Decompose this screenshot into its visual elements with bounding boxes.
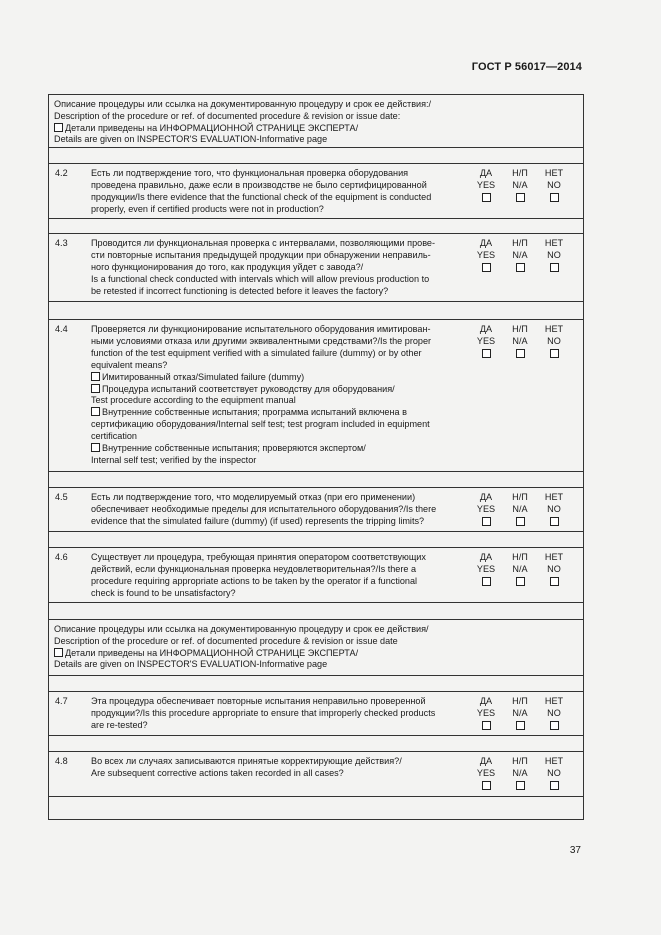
standard-number-header: ГОСТ Р 56017—2014	[471, 61, 582, 73]
description-block	[49, 620, 583, 676]
no-ru-label: НЕТ	[544, 168, 564, 178]
option-checkbox[interactable]	[91, 384, 100, 393]
question-number: 4.4	[55, 324, 68, 334]
no-en-label: NO	[547, 179, 561, 190]
question-line: are re-tested?	[91, 719, 148, 730]
question-line: продукции?/Is this procedure appropriate to ensure that improperly checked products	[91, 707, 436, 718]
question-row-4-8	[49, 752, 583, 797]
spacer-row	[49, 148, 583, 164]
yes-en-label: YES	[476, 503, 496, 514]
na-checkbox[interactable]	[516, 193, 525, 202]
checklist-table	[48, 94, 584, 820]
description-ru-line: Описание процедуры или ссылка на документированную процедуру и срок ее действия/	[54, 624, 429, 634]
question-number: 4.2	[55, 168, 68, 178]
yes-ru-label: ДА	[479, 324, 493, 334]
na-checkbox[interactable]	[516, 349, 525, 358]
na-ru-label: Н/П	[512, 238, 528, 248]
no-ru-label: НЕТ	[544, 696, 564, 706]
spacer-row	[49, 736, 583, 752]
question-line: check is found to be unsatisfactory?	[91, 587, 236, 598]
na-checkbox[interactable]	[516, 263, 525, 272]
question-line: Существует ли процедура, требующая принятия оператором соответствующих	[91, 552, 426, 562]
description-en-line: Description of the procedure or ref. of documented procedure & revision or issue date	[54, 635, 398, 646]
question-line: Are subsequent corrective actions taken recorded in all cases?	[91, 767, 344, 778]
yes-en-label: YES	[476, 563, 496, 574]
spacer-row	[49, 532, 583, 548]
no-en-label: NO	[547, 767, 561, 778]
na-en-label: N/A	[512, 335, 528, 346]
spacer-row	[49, 219, 583, 234]
question-line: Is a functional check conducted with intervals which will allow previous production to	[91, 273, 430, 284]
no-en-label: NO	[547, 563, 561, 574]
question-line: function of the test equipment verified with a simulated failure (dummy) or by other	[91, 347, 422, 358]
question-row-4-5	[49, 488, 583, 532]
question-text	[87, 164, 469, 218]
question-line: проведена правильно, даже если в производстве не было сертифицированной	[91, 179, 427, 190]
na-ru-label: Н/П	[512, 552, 528, 562]
description-ru-line: Описание процедуры или ссылка на документированную процедуру и срок ее действия:/	[54, 99, 432, 109]
question-line: Эта процедура обеспечивает повторные испытания неправильно проверенной	[91, 696, 426, 706]
question-line: Проверяется ли функционирование испытательного оборудования имитирован-	[91, 324, 431, 334]
details-en-line: Details are given on INSPECTOR'S EVALUATION-Informative page	[54, 659, 328, 670]
yes-en-label: YES	[476, 249, 496, 260]
no-checkbox[interactable]	[550, 577, 559, 586]
question-row-4-2	[49, 164, 583, 219]
yes-checkbox[interactable]	[482, 781, 491, 790]
no-ru-label: НЕТ	[544, 756, 564, 766]
yes-ru-label: ДА	[479, 238, 493, 248]
no-ru-label: НЕТ	[544, 492, 564, 502]
question-text	[87, 320, 469, 471]
answer-group	[469, 488, 571, 531]
answer-group	[469, 320, 571, 471]
question-row-4-3	[49, 234, 583, 302]
yes-checkbox[interactable]	[482, 577, 491, 586]
option-label: Процедура испытаний соответствует руководству для оборудования/	[102, 383, 395, 394]
na-checkbox[interactable]	[516, 577, 525, 586]
na-ru-label: Н/П	[512, 492, 528, 502]
description-block	[49, 95, 583, 148]
na-en-label: N/A	[512, 503, 528, 514]
yes-ru-label: ДА	[479, 756, 493, 766]
spacer-row	[49, 676, 583, 692]
question-line: действий, если функциональная проверка неудовлетворительная?/Is there a	[91, 563, 417, 574]
option-label: Имитированный отказ/Simulated failure (dummy)	[102, 371, 305, 382]
question-line: продукции/Is there evidence that the functional check of the equipment is conducted	[91, 191, 432, 202]
option-checkbox[interactable]	[91, 372, 100, 381]
na-en-label: N/A	[512, 563, 528, 574]
question-line: Есть ли подтверждение того, что функциональная проверка оборудования	[91, 168, 409, 178]
option-label: Внутренние собственные испытания; проверяются экспертом/	[102, 443, 366, 454]
spacer-row	[49, 302, 583, 320]
no-checkbox[interactable]	[550, 193, 559, 202]
question-number: 4.8	[55, 756, 68, 766]
answer-group	[469, 548, 571, 602]
question-number: 4.5	[55, 492, 68, 502]
question-text	[87, 692, 469, 735]
question-line: Во всех ли случаях записываются принятые корректирующие действия?/	[91, 756, 402, 766]
na-checkbox[interactable]	[516, 517, 525, 526]
question-text	[87, 548, 469, 602]
na-en-label: N/A	[512, 249, 528, 260]
question-text	[87, 752, 469, 796]
no-en-label: NO	[547, 249, 561, 260]
details-ru-line: Детали приведены на ИНФОРМАЦИОННОЙ СТРАНИЦЕ ЭКСПЕРТА/	[65, 647, 359, 658]
question-line: evidence that the simulated failure (dummy) (if used) represents the tripping limits?	[91, 515, 425, 526]
yes-checkbox[interactable]	[482, 193, 491, 202]
question-number: 4.7	[55, 696, 68, 706]
yes-checkbox[interactable]	[482, 517, 491, 526]
na-ru-label: Н/П	[512, 696, 528, 706]
option-label: Test procedure according to the equipment manual	[91, 395, 296, 406]
answer-group	[469, 692, 571, 735]
option-label: сертификацию оборудования/Internal self test; test program included in equipment	[91, 419, 430, 430]
question-line: procedure requiring appropriate actions to be taken by the operator if a functional	[91, 575, 418, 586]
description-en-line: Description of the procedure or ref. of documented procedure & revision or issue date:	[54, 110, 401, 121]
yes-ru-label: ДА	[479, 492, 493, 502]
na-en-label: N/A	[512, 707, 528, 718]
question-line: properly, even if certified products were not in production?	[91, 203, 324, 214]
option-checkbox[interactable]	[91, 443, 100, 452]
question-row-4-7	[49, 692, 583, 736]
yes-checkbox[interactable]	[482, 263, 491, 272]
question-row-4-6	[49, 548, 583, 603]
question-line: обеспечивает необходимые пределы для испытательного оборудования?/Is there	[91, 503, 437, 514]
na-en-label: N/A	[512, 179, 528, 190]
na-checkbox[interactable]	[516, 721, 525, 730]
details-ru-line: Детали приведены на ИНФОРМАЦИОННОЙ СТРАНИЦЕ ЭКСПЕРТА/	[65, 122, 359, 133]
na-ru-label: Н/П	[512, 756, 528, 766]
details-checkbox[interactable]	[54, 123, 63, 132]
no-checkbox[interactable]	[550, 349, 559, 358]
option-label: certification	[91, 431, 137, 442]
details-checkbox[interactable]	[54, 648, 63, 657]
question-text	[87, 234, 469, 301]
no-checkbox[interactable]	[550, 263, 559, 272]
na-ru-label: Н/П	[512, 324, 528, 334]
yes-checkbox[interactable]	[482, 349, 491, 358]
na-checkbox[interactable]	[516, 781, 525, 790]
details-en-line: Details are given on INSPECTOR'S EVALUATION-Informative page	[54, 134, 328, 145]
no-checkbox[interactable]	[550, 781, 559, 790]
no-ru-label: НЕТ	[544, 552, 564, 562]
yes-checkbox[interactable]	[482, 721, 491, 730]
yes-ru-label: ДА	[479, 168, 493, 178]
question-text	[87, 488, 469, 531]
question-line: сти повторные испытания предыдущей продукции при обнаружении неправиль-	[91, 249, 431, 260]
spacer-row	[49, 472, 583, 488]
question-line: be retested if incorrect functioning is detected before it leaves the factory?	[91, 285, 389, 296]
yes-en-label: YES	[476, 707, 496, 718]
yes-ru-label: ДА	[479, 552, 493, 562]
no-ru-label: НЕТ	[544, 324, 564, 334]
question-number: 4.6	[55, 552, 68, 562]
no-en-label: NO	[547, 707, 561, 718]
yes-en-label: YES	[476, 767, 496, 778]
option-label: Internal self test; verified by the inspector	[91, 454, 257, 465]
na-ru-label: Н/П	[512, 168, 528, 178]
question-number: 4.3	[55, 238, 68, 248]
answer-group	[469, 234, 571, 301]
question-row-4-4	[49, 320, 583, 472]
no-ru-label: НЕТ	[544, 238, 564, 248]
question-line: Есть ли подтверждение того, что моделируемый отказ (при его применении)	[91, 492, 416, 502]
question-line: Проводится ли функциональная проверка с интервалами, позволяющими прове-	[91, 238, 436, 248]
spacer-row	[49, 797, 583, 819]
question-line: ного функционирования до того, как продукция уйдет с завода?/	[91, 261, 364, 272]
question-line: equivalent means?	[91, 359, 168, 370]
na-en-label: N/A	[512, 767, 528, 778]
no-en-label: NO	[547, 335, 561, 346]
answer-group	[469, 164, 571, 218]
answer-group	[469, 752, 571, 796]
yes-en-label: YES	[476, 335, 496, 346]
no-checkbox[interactable]	[550, 517, 559, 526]
yes-en-label: YES	[476, 179, 496, 190]
spacer-row	[49, 603, 583, 620]
no-en-label: NO	[547, 503, 561, 514]
option-checkbox[interactable]	[91, 407, 100, 416]
option-label: Внутренние собственные испытания; программа испытаний включена в	[102, 407, 407, 418]
no-checkbox[interactable]	[550, 721, 559, 730]
page-number: 37	[569, 845, 581, 856]
yes-ru-label: ДА	[479, 696, 493, 706]
question-line: ными условиями отказа или другими эквивалентными средствами?/Is the proper	[91, 335, 432, 346]
